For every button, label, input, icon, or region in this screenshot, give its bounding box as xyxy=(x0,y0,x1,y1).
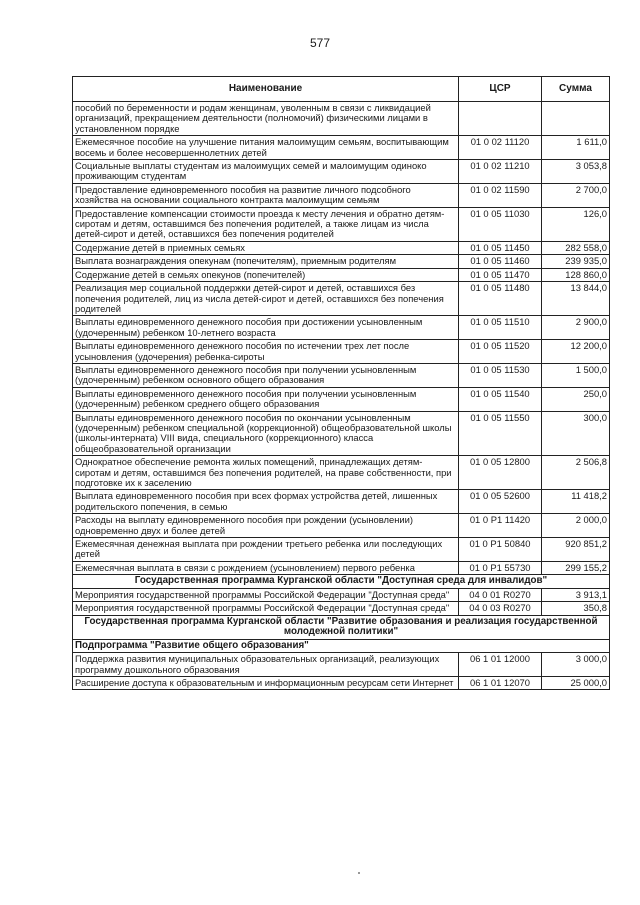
cell-sum: 2 700,0 xyxy=(542,183,610,207)
cell-csr: 01 0 05 11540 xyxy=(459,387,542,411)
cell-sum: 2 506,8 xyxy=(542,456,610,490)
table-row xyxy=(73,340,610,364)
table-row xyxy=(73,588,610,601)
subsection-title: Подпрограмма "Развитие общего образования" xyxy=(73,639,610,652)
cell-sum: 12 200,0 xyxy=(542,340,610,364)
cell-csr: 06 1 01 12000 xyxy=(459,653,542,677)
table-row xyxy=(73,653,610,677)
table-row xyxy=(73,282,610,316)
table-row xyxy=(73,490,610,514)
subsection-header-row xyxy=(73,639,610,652)
table-row xyxy=(73,268,610,281)
cell-csr: 01 0 02 11120 xyxy=(459,136,542,160)
cell-name: Мероприятия государственной программы Российской Федерации "Доступная среда" xyxy=(73,602,459,615)
header-csr: ЦСР xyxy=(459,77,542,102)
cell-sum: 1 500,0 xyxy=(542,363,610,387)
cell-sum: 13 844,0 xyxy=(542,282,610,316)
cell-csr: 01 0 05 11460 xyxy=(459,255,542,268)
cell-name: Мероприятия государственной программы Российской Федерации "Доступная среда" xyxy=(73,588,459,601)
cell-sum: 239 935,0 xyxy=(542,255,610,268)
cell-sum: 299 155,2 xyxy=(542,561,610,574)
cell-sum: 920 851,2 xyxy=(542,538,610,562)
table-row xyxy=(73,602,610,615)
cell-csr: 06 1 01 12070 xyxy=(459,677,542,690)
cell-name: Выплаты единовременного денежного пособия по истечении трех лет после усыновления (удочерения) ребенка-сироты xyxy=(73,340,459,364)
table-row xyxy=(73,136,610,160)
cell-name: Реализация мер социальной поддержки детей-сирот и детей, оставшихся без попечения родителей, лиц из числа детей-сирот и детей, оставшихся без попечения родителей xyxy=(73,282,459,316)
cell-csr xyxy=(459,102,542,136)
scan-speck xyxy=(358,872,360,874)
cell-sum: 1 611,0 xyxy=(542,136,610,160)
cell-name: Выплата вознаграждения опекунам (попечителям), приемным родителям xyxy=(73,255,459,268)
cell-sum: 3 913,1 xyxy=(542,588,610,601)
section-title: Государственная программа Курганской области "Доступная среда для инвалидов" xyxy=(73,575,610,589)
cell-csr: 04 0 03 R0270 xyxy=(459,602,542,615)
header-sum: Сумма xyxy=(542,77,610,102)
header-name: Наименование xyxy=(73,77,459,102)
cell-sum: 126,0 xyxy=(542,207,610,241)
cell-csr: 01 0 02 11210 xyxy=(459,160,542,184)
cell-csr: 01 0 05 11450 xyxy=(459,241,542,254)
cell-name: Предоставление компенсации стоимости проезда к месту лечения и обратно детям-сиротам и детям, оставшимся без попечения родителей, а также лицам из числа детей-сирот и детей, оставшихся без попечения родителей xyxy=(73,207,459,241)
cell-sum: 2 000,0 xyxy=(542,514,610,538)
table-row xyxy=(73,160,610,184)
table-row xyxy=(73,456,610,490)
table-row xyxy=(73,561,610,574)
cell-name: пособий по беременности и родам женщинам, уволенным в связи с ликвидацией организаций, прекращением деятельности (полномочий) физическими лицами в установленном порядке xyxy=(73,102,459,136)
cell-csr: 01 0 P1 55730 xyxy=(459,561,542,574)
cell-csr: 01 0 05 11520 xyxy=(459,340,542,364)
cell-csr: 01 0 05 12800 xyxy=(459,456,542,490)
budget-table xyxy=(72,76,610,690)
cell-name: Выплаты единовременного денежного пособия при получении усыновленным (удочеренным) ребенком среднего общего образования xyxy=(73,387,459,411)
cell-sum: 3 000,0 xyxy=(542,653,610,677)
cell-csr: 04 0 01 R0270 xyxy=(459,588,542,601)
cell-csr: 01 0 05 11550 xyxy=(459,411,542,456)
cell-csr: 01 0 02 11590 xyxy=(459,183,542,207)
cell-csr: 01 0 P1 50840 xyxy=(459,538,542,562)
section-header-row xyxy=(73,575,610,589)
cell-sum: 25 000,0 xyxy=(542,677,610,690)
cell-csr: 01 0 05 11510 xyxy=(459,316,542,340)
cell-csr: 01 0 05 11470 xyxy=(459,268,542,281)
cell-sum: 11 418,2 xyxy=(542,490,610,514)
table-row xyxy=(73,102,610,136)
page-number: 577 xyxy=(309,36,331,50)
table-body xyxy=(73,102,610,690)
table-row xyxy=(73,207,610,241)
table-row xyxy=(73,411,610,456)
cell-csr: 01 0 P1 11420 xyxy=(459,514,542,538)
cell-csr: 01 0 05 11030 xyxy=(459,207,542,241)
table-row xyxy=(73,183,610,207)
cell-name: Расширение доступа к образовательным и информационным ресурсам сети Интернет xyxy=(73,677,459,690)
cell-name: Предоставление единовременного пособия на развитие личного подсобного хозяйства на основании социального контракта малоимущим семьям xyxy=(73,183,459,207)
cell-name: Ежемесячная выплата в связи с рождением (усыновлением) первого ребенка xyxy=(73,561,459,574)
section-header-row xyxy=(73,615,610,639)
table-row xyxy=(73,316,610,340)
table-row xyxy=(73,538,610,562)
section-title: Государственная программа Курганской области "Развитие образования и реализация государственной молодежной политики" xyxy=(73,615,610,639)
cell-csr: 01 0 05 11530 xyxy=(459,363,542,387)
cell-sum: 250,0 xyxy=(542,387,610,411)
cell-name: Поддержка развития муниципальных образовательных организаций, реализующих программу дошкольного образования xyxy=(73,653,459,677)
cell-name: Социальные выплаты студентам из малоимущих семей и малоимущим одиноко проживающим студентам xyxy=(73,160,459,184)
cell-name: Содержание детей в приемных семьях xyxy=(73,241,459,254)
cell-name: Выплаты единовременного денежного пособия по окончании усыновленным (удочеренным) ребенком специальной (коррекционной) общеобразовательной школы (школы-интерната) VIII вида, специального (коррекционного) класса общеобразовательной организации xyxy=(73,411,459,456)
cell-sum: 2 900,0 xyxy=(542,316,610,340)
table-row xyxy=(73,387,610,411)
table-row xyxy=(73,677,610,690)
table-header-row xyxy=(73,77,610,102)
cell-csr: 01 0 05 11480 xyxy=(459,282,542,316)
cell-sum xyxy=(542,102,610,136)
table-row xyxy=(73,514,610,538)
cell-sum: 350,8 xyxy=(542,602,610,615)
table-row xyxy=(73,255,610,268)
cell-name: Содержание детей в семьях опекунов (попечителей) xyxy=(73,268,459,281)
cell-sum: 3 053,8 xyxy=(542,160,610,184)
cell-name: Выплаты единовременного денежного пособия при получении усыновленным (удочеренным) ребенком основного общего образования xyxy=(73,363,459,387)
cell-name: Выплата единовременного пособия при всех формах устройства детей, лишенных родительского попечения, в семью xyxy=(73,490,459,514)
cell-name: Расходы на выплату единовременного пособия при рождении (усыновлении) одновременно двух и более детей xyxy=(73,514,459,538)
cell-csr: 01 0 05 52600 xyxy=(459,490,542,514)
cell-sum: 128 860,0 xyxy=(542,268,610,281)
table-row xyxy=(73,241,610,254)
table-row xyxy=(73,363,610,387)
cell-name: Ежемесячная денежная выплата при рождении третьего ребенка или последующих детей xyxy=(73,538,459,562)
cell-name: Однократное обеспечение ремонта жилых помещений, принадлежащих детям-сиротам и детям, оставшимся без попечения родителей, на праве собственности, при подготовке их к заселению xyxy=(73,456,459,490)
cell-sum: 300,0 xyxy=(542,411,610,456)
cell-sum: 282 558,0 xyxy=(542,241,610,254)
cell-name: Выплаты единовременного денежного пособия при достижении усыновленным (удочеренным) ребенком 10-летнего возраста xyxy=(73,316,459,340)
cell-name: Ежемесячное пособие на улучшение питания малоимущим семьям, воспитывающим восемь и более несовершеннолетних детей xyxy=(73,136,459,160)
